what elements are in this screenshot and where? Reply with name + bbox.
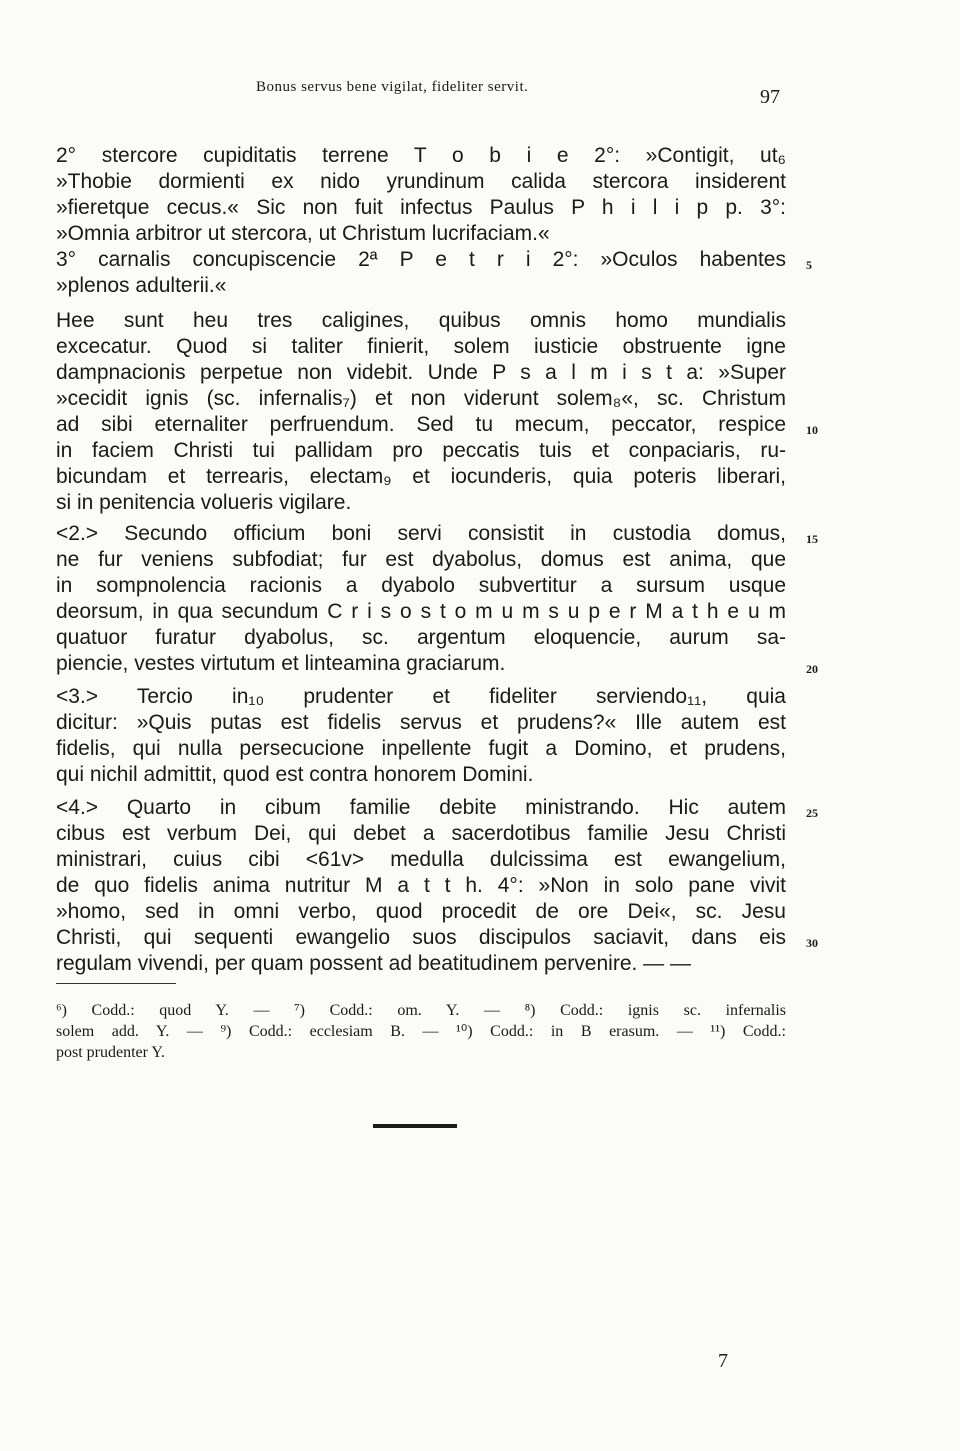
line-number: 15 <box>806 532 818 546</box>
body-line: dampnacionis perpetue non videbit. Unde P s a l m i s t a: »Super <box>56 361 786 384</box>
footnote-line: post prudenter Y. <box>56 1044 165 1061</box>
footnote-line: solem add. Y. — ⁹) Codd.: ecclesiam B. — ¹⁰) Codd.: in B erasum. — ¹¹) Codd.: <box>56 1023 786 1040</box>
body-line: quatuor furatur dyabolus, sc. argentum eloquencie, aurum sa- <box>56 626 786 649</box>
body-line: in sompnolencia racionis a dyabolo subvertitur a sursum usque <box>56 574 786 597</box>
page-number: 97 <box>760 86 780 108</box>
body-line: <2.> Secundo officium boni servi consistit in custodia domus, <box>56 522 786 545</box>
line-number: 10 <box>806 423 818 437</box>
footnote-rule <box>56 983 176 984</box>
body-line: »fieretque cecus.« Sic non fuit infectus Paulus P h i l i p p. 3°: <box>56 196 786 219</box>
body-line: <3.> Tercio in₁₀ prudenter et fideliter serviendo₁₁, quia <box>56 685 786 708</box>
body-line: cibus est verbum Dei, qui debet a sacerdotibus familie Jesu Christi <box>56 822 786 845</box>
body-line: ministrari, cuius cibi <61v> medulla dulcissima est ewangelium, <box>56 848 786 871</box>
body-line: ne fur veniens subfodiat; fur est dyabolus, domus est anima, que <box>56 548 786 571</box>
body-line: deorsum, in qua secundum C r i s o s t o m u m s u p e r M a t h e u m <box>56 600 786 623</box>
line-number: 5 <box>806 258 812 272</box>
body-line: excecatur. Quod si taliter finierit, solem iusticie obstruente igne <box>56 335 786 358</box>
body-line: 3° carnalis concupiscencie 2ª P e t r i 2°: »Oculos habentes <box>56 248 786 271</box>
line-number: 25 <box>806 806 818 820</box>
footnote-line: ⁶) Codd.: quod Y. — ⁷) Codd.: om. Y. — ⁸) Codd.: ignis sc. infernalis <box>56 1002 786 1019</box>
end-bar <box>373 1124 457 1128</box>
line-number: 30 <box>806 936 818 950</box>
body-line: qui nichil admittit, quod est contra honorem Domini. <box>56 763 534 786</box>
signature-mark: 7 <box>718 1350 728 1372</box>
body-line: Hee sunt heu tres caligines, quibus omnis homo mundialis <box>56 309 786 332</box>
body-line: regulam vivendi, per quam possent ad beatitudinem pervenire. — — <box>56 952 692 975</box>
line-number: 20 <box>806 662 818 676</box>
body-line: ad sibi eternaliter perfruendum. Sed tu mecum, peccator, respice <box>56 413 786 436</box>
body-line: fidelis, qui nulla persecucione inpellente fugit a Domino, et prudens, <box>56 737 786 760</box>
body-line: »Omnia arbitror ut stercora, ut Christum lucrifaciam.« <box>56 222 550 245</box>
body-line: »Thobie dormienti ex nido yrundinum calida stercora insiderent <box>56 170 786 193</box>
body-line: »plenos adulterii.« <box>56 274 227 297</box>
body-line: 2° stercore cupiditatis terrene T o b i e 2°: »Contigit, ut₆ <box>56 144 786 167</box>
body-line: de quo fidelis anima nutritur M a t t h. 4°: »Non in solo pane vivit <box>56 874 786 897</box>
body-line: in faciem Christi tui pallidam pro peccatis tuis et conpaciaris, ru- <box>56 439 786 462</box>
body-line: si in penitencia volueris vigilare. <box>56 491 352 514</box>
body-line: dicitur: »Quis putas est fidelis servus et prudens?« Ille autem est <box>56 711 786 734</box>
body-line: bicundam et terrearis, electam₉ et iocunderis, quia poteris liberari, <box>56 465 786 488</box>
body-line: »homo, sed in omni verbo, quod procedit de ore Dei«, sc. Jesu <box>56 900 786 923</box>
body-line: piencie, vestes virtutum et linteamina graciarum. <box>56 652 506 675</box>
body-line: Christi, qui sequenti ewangelio suos discipulos saciavit, dans eis <box>56 926 786 949</box>
body-line: »cecidit ignis (sc. infernalis₇) et non viderunt solem₈«, sc. Christum <box>56 387 786 410</box>
running-title: Bonus servus bene vigilat, fideliter servit. <box>256 79 529 95</box>
body-line: <4.> Quarto in cibum familie debite ministrando. Hic autem <box>56 796 786 819</box>
